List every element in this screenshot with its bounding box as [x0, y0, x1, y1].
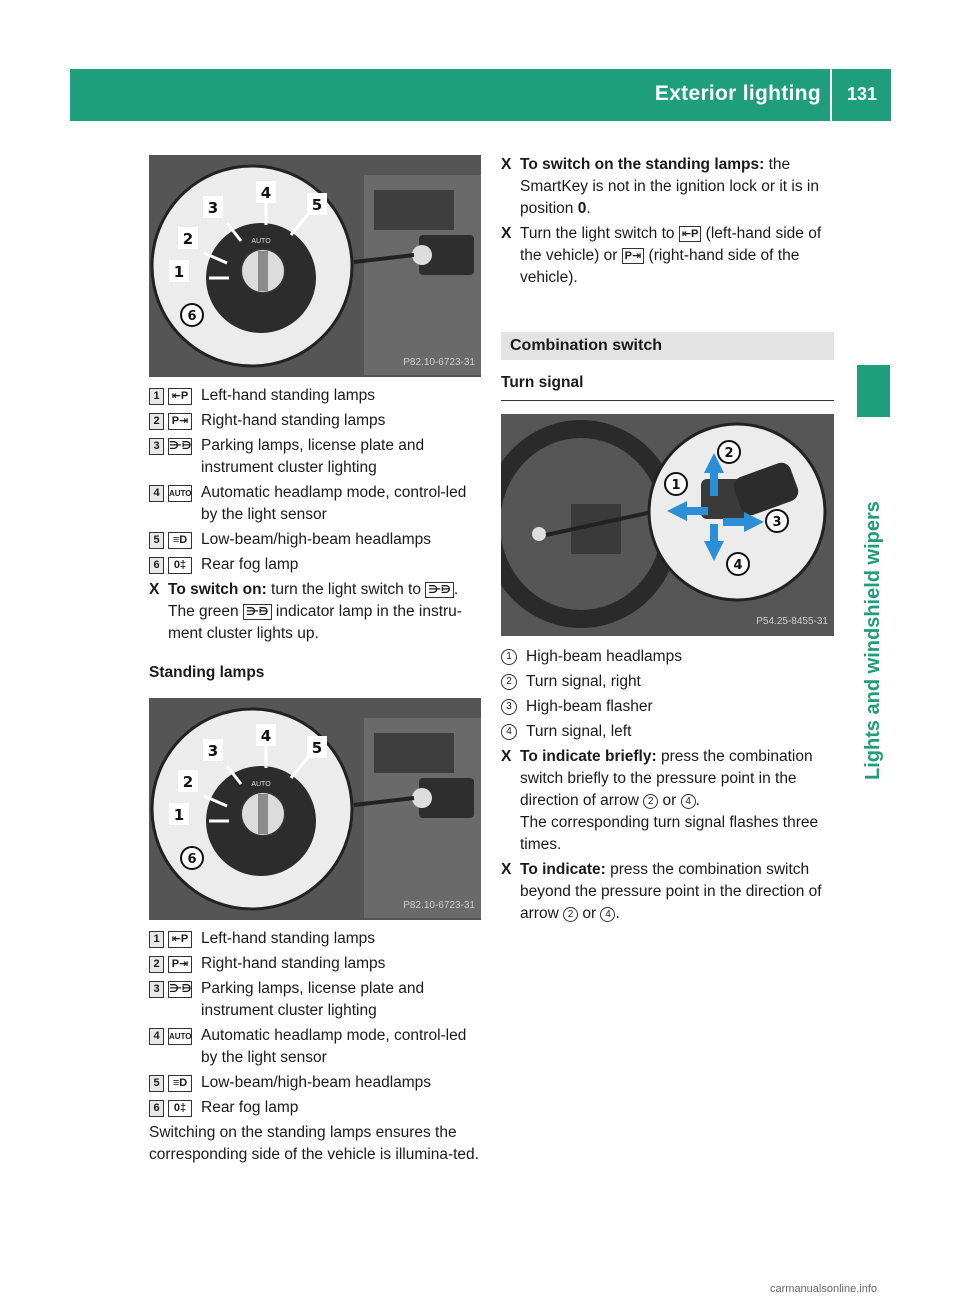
combination-switch-illustration	[501, 414, 834, 636]
instruction-switch-on: X To switch on: turn the light switch to ⋺⋻ . The green ⋺⋻ indicator lamp in the instru-ment cluster lights up.	[149, 579, 481, 645]
legend-item: 5 ≡D Low-beam/high-beam headlamps	[149, 1072, 481, 1094]
x-bullet-icon: X	[149, 581, 160, 598]
section-title: Exterior lighting	[654, 82, 821, 105]
callout-4: 4	[260, 727, 272, 745]
legend-item: 6 0‡ Rear fog lamp	[149, 554, 481, 576]
callout-1: 1	[671, 478, 681, 493]
legend-item: 1 ⇤P Left-hand standing lamps	[149, 385, 481, 407]
legend-item: 1 ⇤P Left-hand standing lamps	[149, 928, 481, 950]
callout-3: 3	[207, 199, 219, 217]
instruction-standing-lamps: X To switch on the standing lamps: the SmartKey is not in the ignition lock or it is in position 0.	[501, 154, 834, 220]
turn-legend-item: 1 High-beam headlamps	[501, 646, 834, 668]
turn-legend-item: 2 Turn signal, right	[501, 671, 834, 693]
turn-signal-heading: Turn signal	[501, 372, 834, 401]
callout-6: 6	[187, 309, 197, 324]
figure-code: P54.25-8455-31	[756, 616, 828, 627]
x-bullet-icon: X	[501, 748, 512, 765]
callout-4: 4	[733, 558, 743, 573]
x-bullet-icon: X	[501, 156, 512, 173]
callout-1: 1	[173, 806, 185, 824]
standing-lamps-paragraph: Switching on the standing lamps ensures the corresponding side of the vehicle is illumina-ted.	[149, 1124, 479, 1163]
parking-lamp-icon: ⋺⋻	[425, 582, 454, 598]
standing-lamps-heading: Standing lamps	[149, 664, 265, 681]
legend-item: 4 AUTO Automatic headlamp mode, control-led by the light sensor	[149, 1025, 481, 1069]
header-divider	[830, 69, 832, 121]
x-bullet-icon: X	[501, 861, 512, 878]
turn-legend-list	[501, 646, 834, 743]
side-tab-marker	[857, 365, 890, 417]
callout-5: 5	[311, 196, 323, 214]
right-standing-lamp-icon: P⇥	[622, 248, 645, 264]
legend-item: 3 ⋺⋻ Parking lamps, license plate and instrument cluster lighting	[149, 435, 481, 479]
light-switch-figure-2	[149, 698, 481, 920]
callout-6: 6	[187, 852, 197, 867]
parking-lamp-icon: ⋺⋻	[243, 604, 272, 620]
light-switch-illustration	[149, 698, 481, 920]
callout-2: 2	[724, 446, 734, 461]
callout-1: 1	[173, 263, 185, 281]
left-standing-lamp-icon: ⇤P	[679, 226, 702, 242]
callout-5: 5	[311, 739, 323, 757]
legend-item: 2 P⇥ Right-hand standing lamps	[149, 953, 481, 975]
callout-4: 4	[260, 184, 272, 202]
legend-list-1	[149, 385, 481, 576]
page-number: 131	[846, 84, 877, 104]
right-column	[501, 154, 834, 928]
auto-mark: AUTO	[251, 781, 271, 788]
legend-list-2	[149, 928, 481, 1119]
side-tab-label: Lights and windshield wipers	[862, 501, 884, 780]
figure-code: P82.10-6723-31	[403, 900, 475, 911]
instruction-indicate-briefly: X To indicate briefly: press the combination switch briefly to the pressure point in the direction of arrow 2 or 4 . The corresponding turn signal flashes three times.	[501, 746, 834, 856]
combination-switch-figure	[501, 414, 834, 636]
callout-3: 3	[207, 742, 219, 760]
legend-item: 2 P⇥ Right-hand standing lamps	[149, 410, 481, 432]
light-switch-illustration	[149, 155, 481, 377]
instruction-turn-switch: X Turn the light switch to ⇤P (left-hand side of the vehicle) or P⇥ (right-hand side of the vehicle).	[501, 223, 834, 289]
figure-code: P82.10-6723-31	[403, 357, 475, 368]
light-switch-figure-1	[149, 155, 481, 377]
x-bullet-icon: X	[501, 225, 512, 242]
callout-2: 2	[182, 230, 194, 248]
legend-item: 3 ⋺⋻ Parking lamps, license plate and instrument cluster lighting	[149, 978, 481, 1022]
instruction-indicate: X To indicate: press the combination switch beyond the pressure point in the direction of arrow 2 or 4 .	[501, 859, 834, 925]
callout-3: 3	[772, 515, 782, 530]
section-heading-combination-switch: Combination switch	[501, 332, 834, 360]
turn-legend-item: 3 High-beam flasher	[501, 696, 834, 718]
auto-mark: AUTO	[251, 238, 271, 245]
callout-2: 2	[182, 773, 194, 791]
turn-legend-item: 4 Turn signal, left	[501, 721, 834, 743]
legend-item: 6 0‡ Rear fog lamp	[149, 1097, 481, 1119]
legend-item: 5 ≡D Low-beam/high-beam headlamps	[149, 529, 481, 551]
legend-item: 4 AUTO Automatic headlamp mode, control-led by the light sensor	[149, 482, 481, 526]
page-header	[70, 69, 891, 121]
watermark-url: carmanualsonline.info	[770, 1283, 878, 1295]
left-column	[149, 155, 481, 1166]
